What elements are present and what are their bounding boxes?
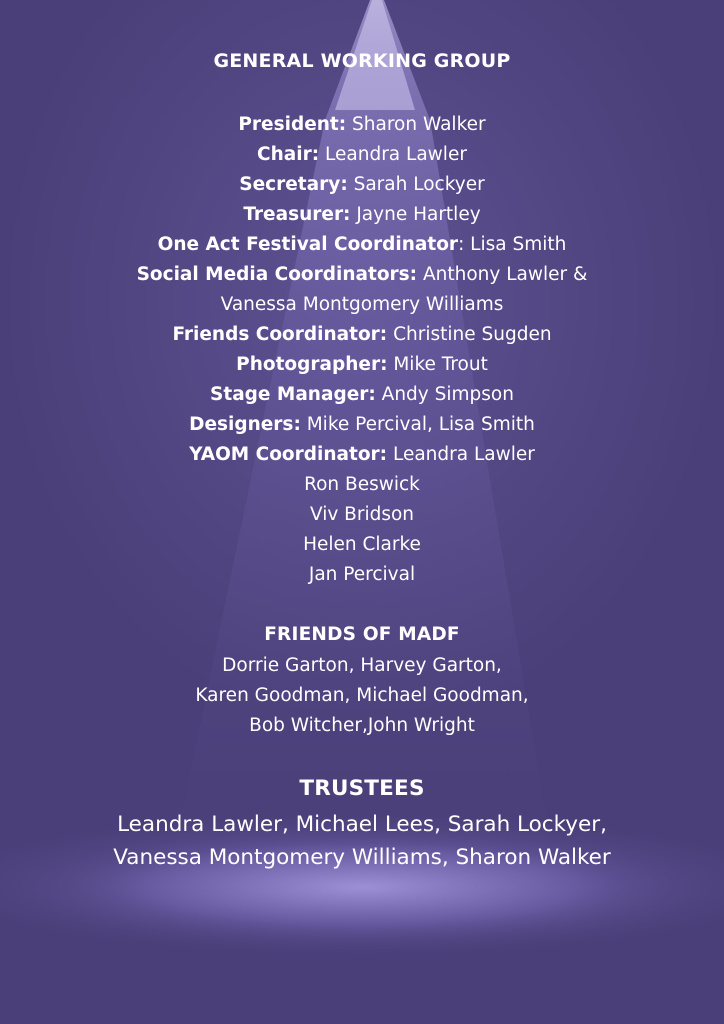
role-value: Andy Simpson xyxy=(375,384,514,405)
section-heading-friends-of-madf: FRIENDS OF MADF xyxy=(264,624,460,645)
role-value: Anthony Lawler & xyxy=(417,264,588,285)
role-chair xyxy=(0,140,724,170)
friends-line: Dorrie Garton, Harvey Garton, xyxy=(222,655,502,676)
role-continuation: Vanessa Montgomery Williams xyxy=(220,294,504,315)
role-president xyxy=(0,110,724,140)
role-value: Leandra Lawler xyxy=(387,444,535,465)
member-name: Helen Clarke xyxy=(303,534,421,555)
role-value: Christine Sugden xyxy=(387,324,552,345)
role-label: Chair: xyxy=(257,144,320,165)
friends-line: Bob Witcher,John Wright xyxy=(249,715,475,736)
role-treasurer xyxy=(0,200,724,230)
role-value: Mike Trout xyxy=(387,354,488,375)
section-heading-general-working-group: GENERAL WORKING GROUP xyxy=(213,50,511,72)
role-value: Sarah Lockyer xyxy=(347,174,485,195)
friends-line: Karen Goodman, Michael Goodman, xyxy=(195,685,529,706)
role-social-media-coordinators xyxy=(0,260,724,290)
role-value: Sharon Walker xyxy=(346,114,486,135)
role-label: Friends Coordinator: xyxy=(172,324,388,345)
role-photographer xyxy=(0,350,724,380)
role-stage-manager xyxy=(0,380,724,410)
member-name: Ron Beswick xyxy=(304,474,420,495)
role-one-act-festival-coordinator xyxy=(0,230,724,260)
role-friends-coordinator xyxy=(0,320,724,350)
section-heading-trustees: TRUSTEES xyxy=(299,776,425,801)
role-label: Social Media Coordinators: xyxy=(136,264,418,285)
member-name: Jan Percival xyxy=(308,564,416,585)
role-label: Secretary: xyxy=(239,174,348,195)
role-secretary xyxy=(0,170,724,200)
trustees-line: Leandra Lawler, Michael Lees, Sarah Lockyer, xyxy=(117,812,607,837)
role-label: Treasurer: xyxy=(243,204,351,225)
role-label: President: xyxy=(238,114,347,135)
role-value: Mike Percival, Lisa Smith xyxy=(300,414,535,435)
role-value: : Lisa Smith xyxy=(458,234,567,255)
trustees-line: Vanessa Montgomery Williams, Sharon Walker xyxy=(113,845,611,870)
role-value: Leandra Lawler xyxy=(319,144,467,165)
role-label: Photographer: xyxy=(236,354,388,375)
role-yaom-coordinator xyxy=(0,440,724,470)
role-label: One Act Festival Coordinator xyxy=(157,234,459,255)
role-designers xyxy=(0,410,724,440)
member-name: Viv Bridson xyxy=(309,504,415,525)
role-value: Jayne Hartley xyxy=(350,204,481,225)
role-label: Stage Manager: xyxy=(210,384,376,405)
role-label: Designers: xyxy=(189,414,301,435)
role-label: YAOM Coordinator: xyxy=(189,444,388,465)
